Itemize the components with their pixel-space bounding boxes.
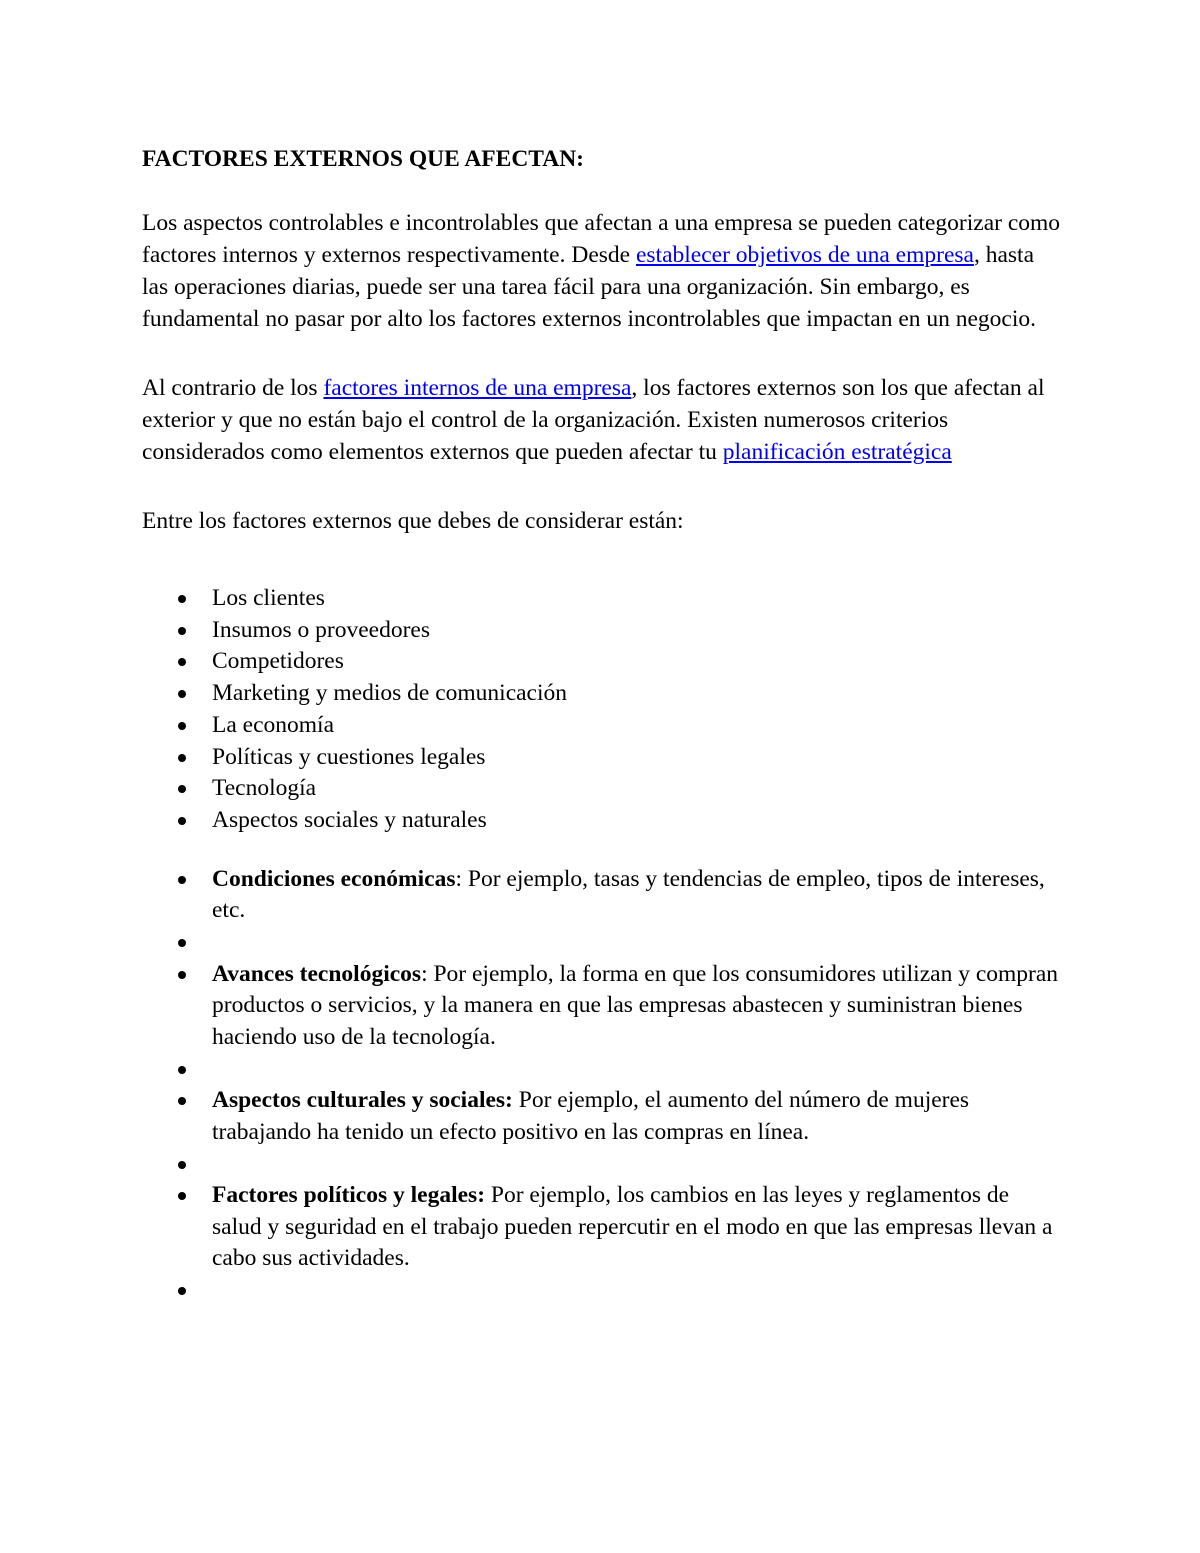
detail-text: Por ejemplo, el aumento del número de mujeres trabajando ha tenido un efecto positivo en las compras en línea.: [212, 1087, 970, 1145]
details-list: [142, 864, 1062, 1307]
empty-list-item: [212, 1275, 1062, 1307]
list-item: Aspectos sociales y naturales: [212, 805, 1062, 837]
intro-text-a: Los aspectos controlables e incontrolables que afectan a una empresa se pueden categorizar como factores internos y externos respectivamente. Desde: [142, 210, 1061, 268]
detail-term: Condiciones económicas: [212, 865, 456, 892]
list-item: Los clientes: [212, 583, 1062, 615]
link-establecer-objetivos[interactable]: establecer objetivos de una empresa: [635, 242, 974, 268]
factors-intro: Entre los factores externos que debes de considerar están:: [142, 508, 684, 534]
document-title: FACTORES EXTERNOS QUE AFECTAN:: [142, 146, 585, 172]
contrast-text-b: , los factores externos son los que afectan al exterior y que no están bajo el control de la organización. Existen numerosos criterios considerados como elementos externos que pueden afectar tu: [142, 375, 1045, 465]
list-item: Insumos o proveedores: [212, 615, 1062, 647]
detail-item: [212, 959, 1062, 1054]
detail-term: Avances tecnológicos: [212, 960, 422, 987]
detail-term: Aspectos culturales y sociales:: [212, 1087, 513, 1114]
contrast-paragraph: [142, 372, 1062, 468]
link-planificacion-estrategica[interactable]: planificación estratégica: [722, 439, 952, 465]
contrast-text-a: Al contrario de los: [142, 375, 324, 401]
list-item: Tecnología: [212, 773, 1062, 805]
list-item: Políticas y cuestiones legales: [212, 742, 1062, 774]
list-item: Competidores: [212, 646, 1062, 678]
list-item: La economía: [212, 710, 1062, 742]
document-page: [142, 143, 1062, 1307]
detail-item: [212, 1085, 1062, 1148]
empty-list-item: [212, 1149, 1062, 1181]
list-item: Marketing y medios de comunicación: [212, 678, 1062, 710]
detail-text: : Por ejemplo, la forma en que los consumidores utilizan y compran productos o servicios, y la manera en que las empresas abastecen y suministran bienes haciendo uso de la tecnología.: [212, 960, 1059, 1050]
detail-item: [212, 864, 1062, 927]
intro-text-b: , hasta las operaciones diarias, puede ser una tarea fácil para una organización. Sin embargo, es fundamental no pasar por alto los factores externos incontrolables que impactan en un negocio.: [142, 242, 1037, 332]
detail-term: Factores políticos y legales:: [212, 1182, 486, 1209]
detail-text: Por ejemplo, los cambios en las leyes y reglamentos de salud y seguridad en el trabajo pueden repercutir en el modo en que las empresas llevan a cabo sus actividades.: [212, 1182, 1053, 1272]
empty-list-item: [212, 927, 1062, 959]
factors-list: [142, 583, 1062, 837]
link-factores-internos[interactable]: factores internos de una empresa: [323, 375, 632, 401]
detail-item: [212, 1180, 1062, 1275]
empty-list-item: [212, 1054, 1062, 1086]
detail-text: : Por ejemplo, tasas y tendencias de empleo, tipos de intereses, etc.: [212, 865, 1045, 924]
intro-paragraph: [142, 207, 1062, 335]
